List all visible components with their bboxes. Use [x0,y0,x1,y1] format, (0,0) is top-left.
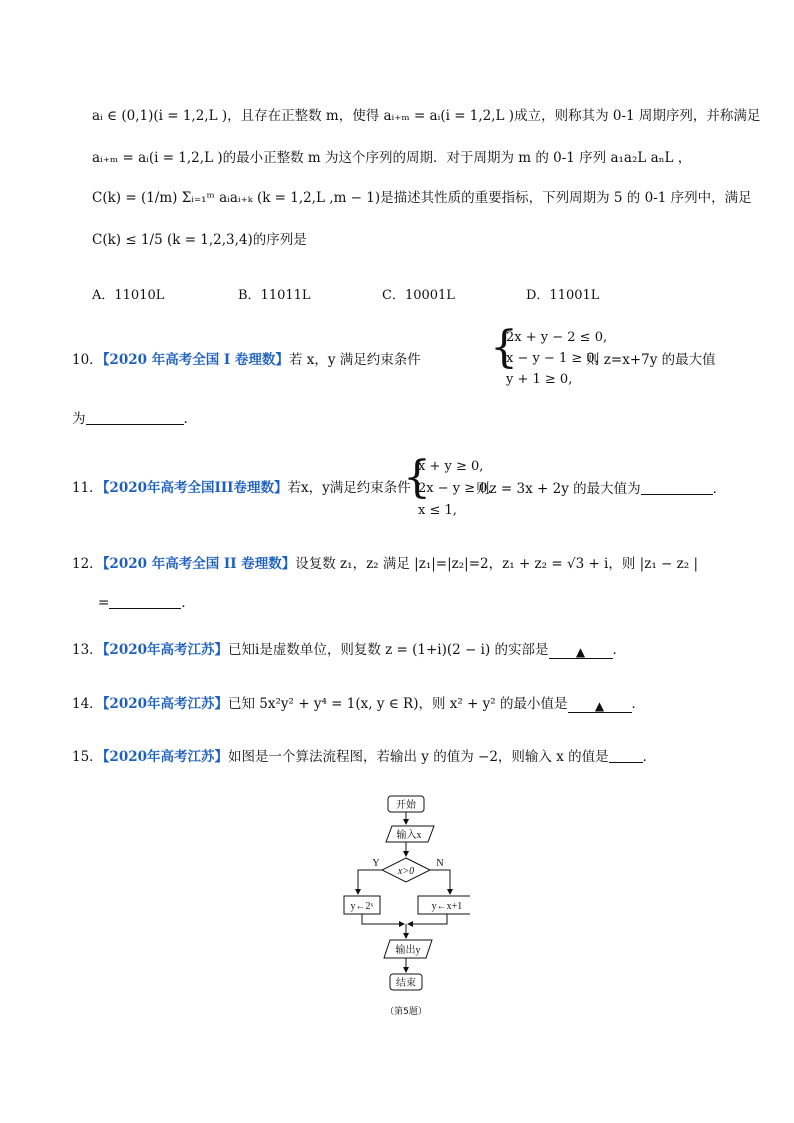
q11-constraint-3: x ≤ 1, [418,503,457,518]
q15-stem [72,750,656,765]
q15-text-a: 如图是一个算法流程图，若输出 y 的值为 −2，则输入 x 的值是 [228,749,609,765]
flowchart-output-label: 输出y [395,945,421,956]
q14-text-a: 已知 5x²y² + y⁴ = 1(x, y ∈ R)，则 x² + y² 的最小值是 [228,696,568,712]
q12-answer-line [98,596,195,611]
q10-brace: { [490,322,518,373]
q13-stem [72,644,626,659]
q10-text-b: 则 z=x+7y 的最大值 [586,352,716,368]
q12-end: ． [181,595,195,611]
q9-line-4: C(k) ≤ 1/5 (k = 1,2,3,4)的序列是 [92,232,307,248]
q15-end: ． [642,749,657,765]
q9-option-a[interactable]: A．11010L [92,288,165,303]
q10-answer-blank[interactable] [86,412,184,425]
q12-number: 12． [72,556,103,572]
flowchart-right-assign-label: y←x+1 [431,901,463,912]
flowchart-start-label: 开始 [396,800,416,811]
q14-number: 14． [72,696,103,712]
q15-number: 15． [72,749,103,765]
q11-text-a: 若x，y满足约束条件 [287,480,411,496]
q12-source-tag: 【2020 年高考全国 II 卷理数】 [102,556,296,572]
flowchart-no-label: N [436,858,444,869]
q14-answer-blank[interactable] [568,700,632,713]
flowchart-yes-label: Y [372,858,380,869]
q9-line-3: C(k) = (1/m) Σᵢ₌₁ᵐ aᵢaᵢ₊ₖ (k = 1,2,L ,m − 1)是描述其性质的重要指标，下列周期为 5 的 0-1 序列中，满足 [92,190,752,206]
flowchart-caption: （第5题） [385,1007,427,1017]
q13-source-tag: 【2020年高考江苏】 [102,642,229,658]
q10-answer-line: 为 . [72,411,188,427]
q14-stem [72,698,645,713]
q9-option-d[interactable]: D．11001L [526,288,600,303]
q11-number: 11． [72,480,103,496]
q10-constraint-2: x − y − 1 ≥ 0, [506,351,599,366]
flowchart-left-assign-label: y←2ˣ [350,901,374,912]
q14-source-tag: 【2020年高考江苏】 [102,696,229,712]
q11-stem [72,482,411,496]
q10-stem [72,354,421,368]
q14-triangle-mark: ▲ [594,699,605,713]
q12-stem [72,558,698,572]
q9-option-b[interactable]: B．11011L [238,288,311,303]
q10-source-tag: 【2020 年高考全国 I 卷理数】 [102,352,289,368]
q10-constraint-3: y + 1 ≥ 0, [506,372,573,387]
flowchart-input-label: 输入x [396,830,422,841]
q9-line-1: aᵢ ∈ (0,1)(i = 1,2,L )，且存在正整数 m，使得 aᵢ₊ₘ = aᵢ(i = 1,2,L )成立，则称其为 0-1 周期序列，并称满足 [92,108,761,124]
q10-text-a: 若 x，y 满足约束条件 [288,352,421,368]
q10-number: 10． [72,352,103,368]
q12-text-a: 设复数 z₁，z₂ 满足 |z₁|=|z₂|=2，z₁ + z₂ = √3 + i，则 |z₁ − z₂ | [295,556,698,572]
q11-constraint-2: 2x − y ≥ 0, [418,481,492,496]
q13-answer-blank[interactable] [549,646,613,659]
q11-source-tag: 【2020年高考全国III卷理数】 [102,480,288,496]
q10-constraint-1: 2x + y − 2 ≤ 0, [506,330,608,345]
q15-source-tag: 【2020年高考江苏】 [102,749,229,765]
q15-answer-blank[interactable] [609,750,643,763]
q14-end: ． [631,696,646,712]
q11-answer-blank[interactable] [641,482,713,495]
q13-text-a: 已知i是虚数单位，则复数 z = (1+i)(2 − i) 的实部是 [228,642,549,658]
q10-text-c: 为 [72,411,86,427]
q13-end: ． [612,642,627,658]
q11-tail [476,482,726,497]
q11-text-b: 则z = 3x + 2y 的最大值为 [476,481,641,497]
algorithm-flowchart [330,788,470,1028]
q11-brace: { [403,452,431,503]
q9-line-2: aᵢ₊ₘ = aᵢ(i = 1,2,L )的最小正整数 m 为这个序列的周期．对于周期为 m 的 0-1 序列 a₁a₂L aₙL ， [92,150,692,166]
q11-constraint-1: x + y ≥ 0, [418,459,484,474]
flowchart-condition-label: x>0 [397,866,415,877]
q13-triangle-mark: ▲ [575,645,586,659]
q12-text-b: = [98,595,110,611]
q9-option-c[interactable]: C．10001L [382,288,455,303]
q11-end: ． [712,481,727,497]
q13-number: 13． [72,642,103,658]
q12-answer-blank[interactable] [109,596,181,609]
flowchart-end-label: 结束 [396,978,416,989]
